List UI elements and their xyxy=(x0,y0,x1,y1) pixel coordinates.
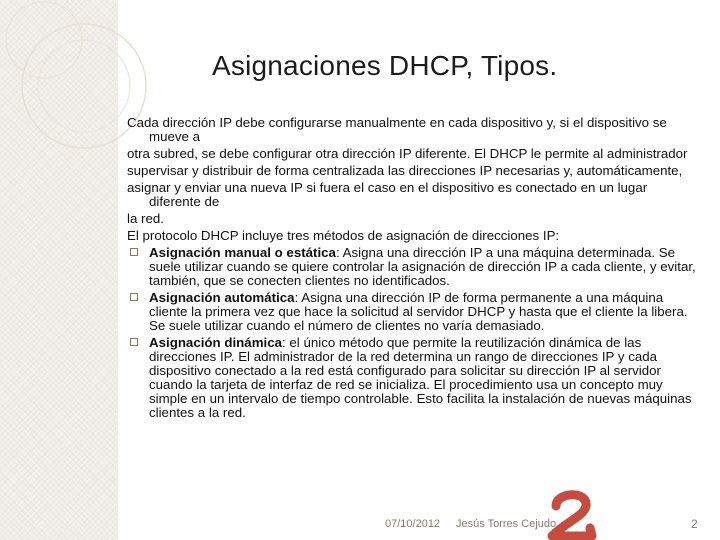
list-item xyxy=(127,336,699,420)
bullet-description: : Asigna una dirección IP a una máquina determinada. Se suele utilizar cuando se quiere controlar la asignación de dirección IP a cada cliente, y evitar, también, que se conecten clientes no identificados. xyxy=(149,245,696,288)
list-item xyxy=(127,246,699,288)
bullet-term: Asignación automática xyxy=(149,290,295,305)
bullet-text xyxy=(149,336,699,420)
slide-body xyxy=(127,116,699,423)
page-number: 2 xyxy=(691,517,698,531)
footer-date: 07/10/2012 xyxy=(385,518,441,530)
footer-author: Jesús Torres Cejudo xyxy=(456,518,557,530)
bullet-description: : Asigna una dirección IP de forma permanente a una máquina cliente la primera vez que hace la solicitud al servidor DHCP y hasta que el cliente la libera. Se suele utilizar cuando el número de clientes no varía demasiado. xyxy=(149,290,688,333)
bullet-term: Asignación dinámica xyxy=(149,335,283,350)
bullet-description: : el único método que permite la reutilización dinámica de las direcciones IP. El administrador de la red determina un rango de direcciones IP y cada dispositivo conectado a la red está configurado para solicitar su dirección IP al servidor cuando la tarjeta de interfaz de red se inicializa. El procedimiento usa un concepto muy simple en un intervalo de tiempo controlable. Esto facilita la instalación de nuevas máquinas clientes a la red. xyxy=(149,335,692,420)
slide-title: Asignaciones DHCP, Tipos. xyxy=(212,50,558,81)
bullet-term: Asignación manual o estática xyxy=(149,245,336,260)
list-item xyxy=(127,291,699,333)
square-bullet-icon xyxy=(130,338,138,346)
bullet-text xyxy=(149,291,699,333)
square-bullet-icon xyxy=(130,293,138,301)
body-line: El protocolo DHCP incluye tres métodos de asignación de direcciones IP: xyxy=(127,228,560,243)
bullet-text xyxy=(149,246,699,288)
body-line: supervisar y distribuir de forma centralizada las direcciones IP necesarias y, automáticamente, xyxy=(127,163,683,178)
body-line: la red. xyxy=(127,211,164,226)
numeral-two-watermark-icon xyxy=(540,486,602,540)
body-line: otra subred, se debe configurar otra dirección IP diferente. El DHCP le permite al administrador xyxy=(127,146,688,161)
square-bullet-icon xyxy=(130,248,138,256)
body-line: asignar y enviar una nueva IP si fuera el caso en el dispositivo es conectado en un lugar diferente de xyxy=(127,180,648,209)
body-line: Cada dirección IP debe configurarse manualmente en cada dispositivo y, si el dispositivo se mueve a xyxy=(127,115,667,144)
